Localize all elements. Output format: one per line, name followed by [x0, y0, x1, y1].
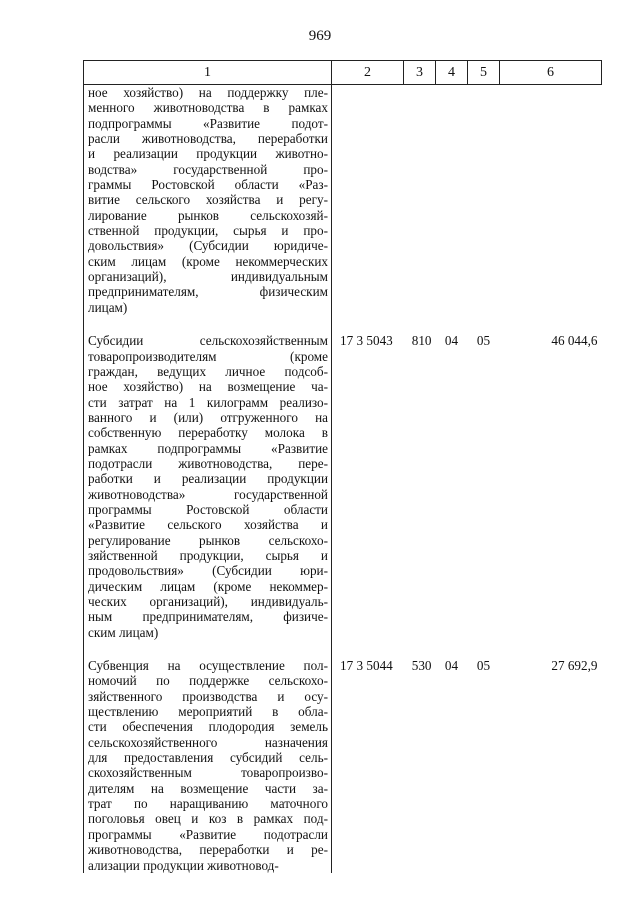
description-line: ванного и (или) отгруженного на [88, 409, 328, 425]
description-line: номочий по поддержке сельскохо- [88, 673, 328, 689]
description-line: дическим лицам (кроме некоммер- [88, 578, 328, 594]
section-code: 04 [444, 333, 459, 349]
header-col-2: 2 [332, 61, 404, 85]
spacer-cell [84, 640, 332, 658]
description-line: ществлению мероприятий в обла- [88, 704, 328, 720]
description-line: скохозяйственным товаропроизво- [88, 765, 328, 781]
description-line: животноводства» государственной [88, 486, 328, 502]
description-line: граммы Ростовской области «Раз- [88, 177, 328, 193]
expense-type [404, 85, 436, 316]
description-line: расли животноводства, переработки [88, 131, 328, 147]
description-line: «Развитие сельского хозяйства и [88, 517, 328, 533]
subsection-code: 05 [476, 333, 491, 349]
description-line: продовольствия» (Субсидии юри- [88, 563, 328, 579]
description-line: ным предпринимателям, физиче- [88, 609, 328, 625]
header-col-1: 1 [84, 61, 332, 85]
description-line: Субсидии сельскохозяйственным [88, 333, 328, 349]
amount: 27 692,9 [551, 658, 598, 674]
description-line: программы «Развитие подотрасли [88, 826, 328, 842]
description-line: зяйственного производства и осу- [88, 688, 328, 704]
description-line: зяйственной продукции, сырья и [88, 547, 328, 563]
section-code [436, 85, 468, 316]
description-line: и реализации продукции животно- [88, 146, 328, 162]
description-line: собственную переработку молока в [88, 425, 328, 441]
description-line: для предоставления субсидий сель- [88, 750, 328, 766]
description-line: организаций), индивидуальным [88, 269, 328, 285]
description-line: сти затрат на 1 килограмм реализо- [88, 394, 328, 410]
description-line: программы Ростовской области [88, 501, 328, 517]
row-description [84, 658, 332, 873]
description-line: подпрограммы «Развитие подот- [88, 115, 328, 131]
description-line: ное хозяйство) на поддержку пле- [88, 85, 328, 100]
description-line: сти обеспечения плодородия земель [88, 719, 328, 735]
description-line: ским лицам) [88, 624, 159, 640]
description-line: поголовья овец и коз в рамках под- [88, 811, 328, 827]
spacer-cell [332, 640, 602, 658]
subsection-code [468, 85, 500, 316]
description-line: регулирование рынков сельскохо- [88, 532, 328, 548]
description-line: менного животноводства в рамках [88, 100, 328, 116]
expense-type: 810 [411, 333, 432, 349]
row-description [84, 85, 332, 316]
description-line: ное хозяйство) на возмещение ча- [88, 379, 328, 395]
header-col-6: 6 [500, 61, 602, 85]
page-number: 969 [308, 28, 332, 44]
description-line: товаропроизводителям (кроме [88, 348, 328, 364]
spacer-cell [332, 315, 602, 333]
header-col-4: 4 [436, 61, 468, 85]
budget-table [83, 60, 602, 873]
description-line: водства» государственной про- [88, 161, 328, 177]
description-line: лирование рынков сельскохозяй- [88, 207, 328, 223]
section-code: 04 [444, 658, 459, 674]
amount [500, 85, 602, 316]
description-line: работки и реализации продукции [88, 471, 328, 487]
expense-type: 530 [411, 658, 432, 674]
budget-code: 17 3 5044 [340, 658, 393, 674]
description-line: ализации продукции животновод- [88, 857, 279, 873]
header-col-5: 5 [468, 61, 500, 85]
budget-code [332, 85, 404, 316]
description-line: трат по наращиванию маточного [88, 796, 328, 812]
description-line: витие сельского хозяйства и регу- [88, 192, 328, 208]
description-line: рамках подпрограммы «Развитие [88, 440, 328, 456]
description-line: дителям на возмещение части за- [88, 780, 328, 796]
description-line: Субвенция на осуществление пол- [88, 658, 328, 674]
spacer-cell [84, 315, 332, 333]
description-line: животноводства, переработки и ре- [88, 842, 328, 858]
description-line: ственной продукции, сырья и про- [88, 223, 328, 239]
description-line: граждан, ведущих личное подсоб- [88, 363, 328, 379]
subsection-code: 05 [476, 658, 491, 674]
description-line: лицам) [88, 299, 128, 315]
table-body [84, 85, 602, 873]
budget-code: 17 3 5043 [340, 333, 393, 349]
description-line: сельскохозяйственного назначения [88, 734, 328, 750]
description-line: довольствия» (Субсидии юридиче- [88, 238, 328, 254]
row-spacer [84, 640, 602, 658]
table-row [84, 333, 602, 640]
header-col-3: 3 [404, 61, 436, 85]
table-header-row [84, 61, 602, 85]
description-line: ским лицам (кроме некоммерческих [88, 253, 328, 269]
row-spacer [84, 315, 602, 333]
description-line: предпринимателям, физическим [88, 284, 328, 300]
table-row [84, 85, 602, 316]
amount: 46 044,6 [551, 333, 598, 349]
description-line: подотрасли животноводства, пере- [88, 455, 328, 471]
table-row [84, 658, 602, 873]
description-line: ческих организаций), индивидуаль- [88, 594, 328, 609]
row-description [84, 333, 332, 640]
